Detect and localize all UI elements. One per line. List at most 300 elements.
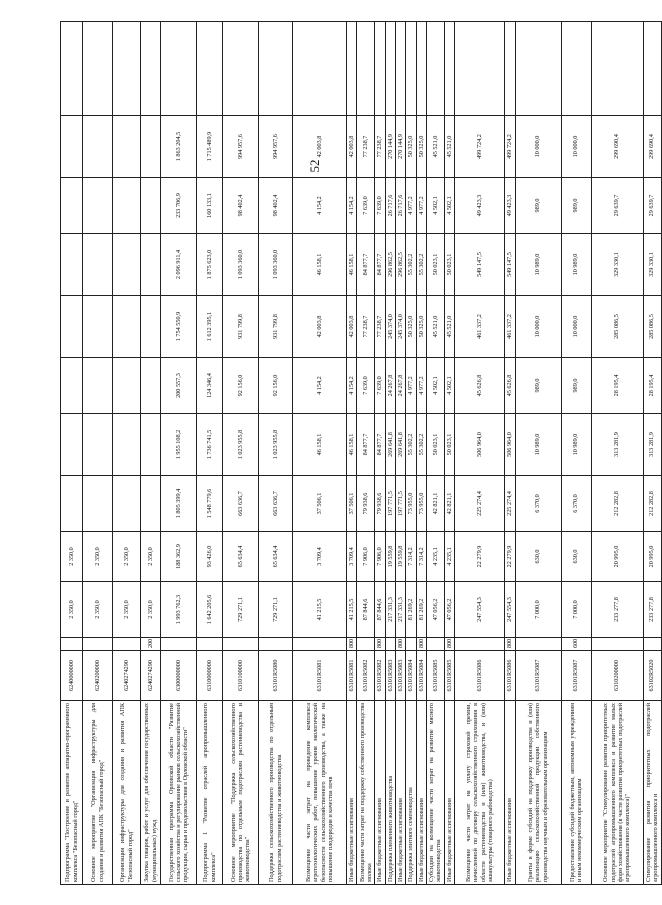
row-code-cell: 6310200000 [591,651,643,701]
row-amount-cell: 4 502,1 [426,178,444,234]
row-amount-cell: 994 957,6 [223,116,259,178]
row-amount-cell [61,22,83,116]
row-name-cell: Закупка товаров, работ и услуг для обеспечения государственных (муниципальных) нужд [141,701,161,885]
row-amount-cell [515,22,561,116]
row-code-cell: 63101R5087 [515,651,561,701]
row-amount-cell: 4 154,2 [293,358,347,414]
row-amount-cell: 6 370,0 [561,476,591,532]
row-kvr-cell [406,638,416,651]
row-amount-cell: 247 554,3 [505,582,515,638]
row-amount-cell: 84 877,7 [375,414,385,476]
row-amount-cell: 28 195,4 [643,358,661,414]
row-amount-cell: 46 158,1 [293,234,347,296]
row-amount-cell: 92 156,0 [223,358,259,414]
row-amount-cell: 4 502,1 [426,358,444,414]
row-amount-cell [406,22,416,116]
row-amount-cell: 1 612 395,1 [197,296,223,358]
row-amount-cell: 7 906,0 [375,532,385,582]
row-amount-cell: 10 989,0 [561,414,591,476]
row-name-cell: Возмещение части затрат на уплату страховой премии, начисленной по договору сельскохозяйственного страхования в области растениеводства и (или) животноводства, и (или) аквакультуры (товарного рыбоводства) [455,701,505,885]
row-amount-cell: 50 023,1 [426,414,444,476]
row-amount-cell [83,178,113,234]
row-amount-cell: 45 521,0 [444,116,454,178]
row-amount-cell: 4 235,1 [444,532,454,582]
row-kvr-cell [455,638,505,651]
row-kvr-cell [591,638,643,651]
row-amount-cell [375,22,385,116]
row-amount-cell: 212 282,8 [591,476,643,532]
row-kvr-cell: 800 [347,638,357,651]
row-amount-cell: 4 154,2 [293,178,347,234]
row-amount-cell: 329 330,1 [591,234,643,296]
row-amount-cell: 2 350,0 [113,532,141,582]
row-name-cell: Поддержка племенного животноводства [385,701,395,885]
row-amount-cell [561,22,591,116]
row-code-cell: 63101R5086 [455,651,505,701]
row-amount-cell: 42 003,8 [293,296,347,358]
row-amount-cell: 49 423,3 [455,178,505,234]
row-kvr-cell [515,638,561,651]
row-amount-cell: 217 331,3 [385,582,395,638]
row-amount-cell: 124 346,4 [197,358,223,414]
table-row [643,22,661,885]
row-code-cell: 6240274290 [141,651,161,701]
row-amount-cell: 285 086,5 [643,296,661,358]
row-kvr-cell [113,638,141,651]
row-amount-cell [141,116,161,178]
row-amount-cell: 41 215,5 [293,582,347,638]
row-amount-cell: 2 350,0 [61,582,83,638]
row-kvr-cell: 800 [416,638,426,651]
table-row [385,22,395,885]
row-amount-cell: 225 274,4 [505,476,515,532]
row-amount-cell: 197 771,5 [395,476,405,532]
row-amount-cell: 7 639,0 [357,178,375,234]
row-amount-cell: 1 715 489,9 [197,116,223,178]
row-amount-cell: 22 279,9 [455,532,505,582]
row-amount-cell: 37 506,1 [347,476,357,532]
row-amount-cell: 4 154,2 [347,358,357,414]
row-amount-cell [61,234,83,296]
row-amount-cell: 10 000,0 [561,116,591,178]
row-amount-cell: 50 325,0 [416,296,426,358]
row-amount-cell: 989,0 [561,178,591,234]
row-amount-cell [113,22,141,116]
table-body [61,22,662,885]
row-code-cell: 63101R5082 [357,651,375,701]
row-kvr-cell [357,638,375,651]
row-amount-cell: 20 995,0 [643,532,661,582]
row-amount-cell: 217 331,3 [395,582,405,638]
row-code-cell: 6240274290 [113,651,141,701]
row-amount-cell: 4 977,2 [406,178,416,234]
row-amount-cell [61,178,83,234]
table-row [375,22,385,885]
row-amount-cell: 2 350,0 [141,582,161,638]
row-amount-cell: 4 502,1 [444,178,454,234]
row-amount-cell: 2 350,0 [113,582,141,638]
row-amount-cell: 989,0 [515,358,561,414]
table-row [259,22,293,885]
table-row [455,22,505,885]
row-amount-cell: 50 023,1 [426,234,444,296]
row-code-cell: 63101R5083 [395,651,405,701]
row-amount-cell [385,22,395,116]
row-amount-cell [505,22,515,116]
row-amount-cell: 663 636,7 [223,476,259,532]
row-amount-cell: 269 641,8 [385,414,395,476]
row-amount-cell: 663 636,7 [259,476,293,532]
row-code-cell: 63101R5081 [347,651,357,701]
row-amount-cell: 50 325,0 [416,116,426,178]
table-row [61,22,83,885]
row-amount-cell: 50 325,0 [406,296,416,358]
row-name-cell: Предоставление субсидий бюджетным, автономным учреждениям и иным некоммерческим организациям [561,701,591,885]
row-amount-cell: 2 350,0 [61,532,83,582]
row-amount-cell: 1 875 623,0 [197,234,223,296]
row-code-cell: 63101R5085 [444,651,454,701]
row-name-cell: Подпрограмма "Построение и развитие аппаратно-программного комплекса "Безопасный город" [61,701,83,885]
table-row [591,22,643,885]
table-row [141,22,161,885]
row-kvr-cell: 800 [375,638,385,651]
row-amount-cell: 245 374,0 [395,296,405,358]
row-amount-cell [643,22,661,116]
row-name-cell: Субсидии на возмещение части затрат на развитие мясного животноводства [426,701,444,885]
row-amount-cell [455,22,505,116]
row-amount-cell [61,116,83,178]
row-amount-cell: 24 267,8 [385,358,395,414]
row-amount-cell: 270 144,9 [395,116,405,178]
row-code-cell: 6240000000 [61,651,83,701]
row-amount-cell: 77 238,7 [375,296,385,358]
row-amount-cell: 55 302,2 [416,234,426,296]
row-amount-cell: 2 350,0 [141,532,161,582]
row-amount-cell: 93 426,0 [197,532,223,582]
table-row [161,22,197,885]
row-amount-cell: 84 877,7 [357,414,375,476]
row-amount-cell: 73 955,0 [416,476,426,532]
row-amount-cell: 3 709,4 [293,532,347,582]
row-name-cell: Организация инфраструктуры для создания и развития АПК "Безопасный город" [113,701,141,885]
row-kvr-cell [259,638,293,651]
row-amount-cell: 188 362,9 [161,532,197,582]
row-code-cell: 63101R5084 [416,651,426,701]
row-amount-cell [61,414,83,476]
row-amount-cell: 4 977,2 [416,178,426,234]
row-amount-cell [141,414,161,476]
row-amount-cell: 19 559,8 [385,532,395,582]
row-amount-cell: 98 402,4 [223,178,259,234]
row-amount-cell: 4 502,1 [444,358,454,414]
row-amount-cell: 46 158,1 [347,414,357,476]
row-amount-cell [113,476,141,532]
row-amount-cell: 233 277,8 [643,582,661,638]
row-amount-cell [259,22,293,116]
row-amount-cell: 45 626,8 [505,358,515,414]
row-amount-cell [591,22,643,116]
row-kvr-cell [61,638,83,651]
row-amount-cell: 4 235,1 [426,532,444,582]
row-amount-cell [83,476,113,532]
row-amount-cell: 313 281,9 [591,414,643,476]
row-amount-cell: 247 554,3 [455,582,505,638]
row-code-cell: 63101R5082 [375,651,385,701]
row-amount-cell: 7 000,0 [561,582,591,638]
row-amount-cell: 45 521,0 [426,296,444,358]
row-amount-cell: 55 302,2 [416,414,426,476]
row-amount-cell: 77 238,7 [375,116,385,178]
budget-table [60,21,662,885]
row-amount-cell [83,22,113,116]
rotated-page-area [60,22,659,885]
row-name-cell: Иные бюджетные ассигнования [416,701,426,885]
row-amount-cell: 42 821,1 [426,476,444,532]
row-amount-cell: 931 799,8 [223,296,259,358]
row-amount-cell: 20 995,0 [591,532,643,582]
row-amount-cell: 2 350,0 [83,532,113,582]
table-row [416,22,426,885]
row-amount-cell: 299 690,4 [591,116,643,178]
row-amount-cell: 77 238,7 [357,116,375,178]
row-name-cell: Иные бюджетные ассигнования [505,701,515,885]
row-name-cell: Подпрограмма 1 "Развитие отраслей агропромышленного комплекса" [197,701,223,885]
row-name-cell: Иные бюджетные ассигнования [444,701,454,885]
row-amount-cell [347,22,357,116]
row-amount-cell: 50 023,1 [444,414,454,476]
row-name-cell: Иные бюджетные ассигнования [347,701,357,885]
table-row [293,22,347,885]
row-amount-cell: 79 938,6 [375,476,385,532]
row-amount-cell: 1 023 955,8 [259,414,293,476]
row-amount-cell [357,22,375,116]
table-row [347,22,357,885]
row-code-cell: 63101R5083 [385,651,395,701]
row-amount-cell: 42 003,8 [347,296,357,358]
row-amount-cell [161,22,197,116]
row-amount-cell [113,178,141,234]
row-amount-cell: 7 000,0 [515,582,561,638]
row-amount-cell: 65 634,4 [223,532,259,582]
row-amount-cell: 245 374,0 [385,296,395,358]
row-amount-cell [83,116,113,178]
row-kvr-cell: 800 [444,638,454,651]
row-amount-cell: 42 003,8 [293,116,347,178]
row-code-cell: 6300000000 [161,651,197,701]
row-amount-cell [444,22,454,116]
row-amount-cell: 10 000,0 [515,116,561,178]
row-amount-cell: 1 805 399,4 [161,476,197,532]
row-amount-cell: 1 642 205,6 [197,582,223,638]
row-code-cell: 63101R5087 [561,651,591,701]
row-amount-cell: 270 144,9 [385,116,395,178]
row-code-cell: 63101R5086 [505,651,515,701]
row-name-cell: Основное мероприятие "Стимулирование развития приоритетных подотраслей агропромышленного комплекса и развитие малых форм хозяйствования (в части развития приоритетных подотраслей агропромышленного комплекса)" [591,701,643,885]
row-amount-cell: 296 862,5 [385,234,395,296]
row-amount-cell [113,414,141,476]
row-amount-cell: 46 158,1 [293,414,347,476]
row-amount-cell: 42 003,8 [347,116,357,178]
row-name-cell: Поддержка элитного семеноводства [406,701,416,885]
row-amount-cell: 549 147,5 [455,234,505,296]
row-amount-cell: 3 709,4 [347,532,357,582]
row-amount-cell: 994 957,6 [259,116,293,178]
row-amount-cell: 45 521,0 [426,116,444,178]
table-row [113,22,141,885]
row-amount-cell [83,358,113,414]
table-row [197,22,223,885]
row-amount-cell: 41 215,5 [347,582,357,638]
row-amount-cell: 225 274,4 [455,476,505,532]
row-amount-cell: 2 350,0 [83,582,113,638]
row-code-cell: 63101R5084 [406,651,416,701]
row-amount-cell: 50 325,0 [406,116,416,178]
row-name-cell: Государственная программа Орловской области "Развитие сельского хозяйства и регулирование рынков сельскохозяйственной продукции, сырья и продовольствия в Орловской области" [161,701,197,885]
table-row [515,22,561,885]
row-amount-cell [113,234,141,296]
row-amount-cell: 200 557,3 [161,358,197,414]
row-amount-cell [113,296,141,358]
row-amount-cell: 92 156,0 [259,358,293,414]
row-amount-cell: 989,0 [561,358,591,414]
row-amount-cell: 6 370,0 [515,476,561,532]
row-amount-cell: 26 717,6 [395,178,405,234]
row-amount-cell: 1 023 955,8 [223,414,259,476]
row-amount-cell: 98 402,4 [259,178,293,234]
row-amount-cell [61,476,83,532]
row-amount-cell: 329 330,1 [643,234,661,296]
row-amount-cell: 7 639,0 [357,358,375,414]
table-row [223,22,259,885]
row-code-cell: 63101R5081 [293,651,347,701]
row-amount-cell: 197 771,5 [385,476,395,532]
row-amount-cell [426,22,444,116]
row-amount-cell [61,296,83,358]
row-amount-cell: 10 989,0 [515,234,561,296]
row-amount-cell: 1 548 779,6 [197,476,223,532]
row-amount-cell: 65 634,4 [259,532,293,582]
row-kvr-cell: 800 [505,638,515,651]
row-amount-cell: 84 877,7 [357,234,375,296]
row-amount-cell: 1 863 204,5 [161,116,197,178]
table-row [505,22,515,885]
page-number: 52 [307,159,322,173]
row-name-cell: Основное мероприятие "Поддержка сельскохозяйственного производства по отдельным подотраслям растениеводства и животноводства" [223,701,259,885]
row-amount-cell: 506 964,0 [505,414,515,476]
table-row [426,22,444,885]
row-amount-cell [61,358,83,414]
row-amount-cell: 499 724,2 [505,116,515,178]
row-amount-cell: 50 023,1 [444,234,454,296]
row-amount-cell: 42 821,1 [444,476,454,532]
row-amount-cell: 46 158,1 [347,234,357,296]
row-name-cell: Стимулирование развития приоритетных подотраслей агропромышленного комплекса и [643,701,661,885]
row-amount-cell: 7 314,2 [406,532,416,582]
row-amount-cell [293,22,347,116]
row-amount-cell: 49 423,3 [505,178,515,234]
row-amount-cell [141,234,161,296]
table-row [444,22,454,885]
row-amount-cell: 1 754 550,9 [161,296,197,358]
row-name-cell: Иные бюджетные ассигнования [375,701,385,885]
row-amount-cell: 1 736 741,5 [197,414,223,476]
row-amount-cell: 87 844,6 [375,582,385,638]
row-amount-cell: 22 279,9 [505,532,515,582]
row-amount-cell: 233 277,8 [591,582,643,638]
table-row [395,22,405,885]
row-amount-cell: 73 955,0 [406,476,416,532]
row-amount-cell: 81 269,2 [406,582,416,638]
table-row [83,22,113,885]
row-amount-cell: 269 641,8 [395,414,405,476]
row-amount-cell: 630,0 [515,532,561,582]
row-amount-cell: 10 989,0 [515,414,561,476]
row-name-cell: Основное мероприятие "Организация инфраструктуры для создания и развития АПК "Безопасный город" [83,701,113,885]
row-amount-cell: 45 521,0 [444,296,454,358]
row-amount-cell: 10 000,0 [515,296,561,358]
row-amount-cell: 10 000,0 [561,296,591,358]
row-name-cell: Гранты в форме субсидий на поддержку производства и (или) реализацию сельскохозяйственной продукции собственного производства научным и образовательным организациям [515,701,561,885]
row-code-cell: 6310000000 [197,651,223,701]
row-name-cell: Поддержка сельскохозяйственного производства по отдельным подотраслям растениеводства и животноводства [259,701,293,885]
row-amount-cell: 1 093 360,0 [223,234,259,296]
row-amount-cell: 285 086,5 [591,296,643,358]
row-amount-cell: 461 337,2 [505,296,515,358]
row-amount-cell [416,22,426,116]
row-code-cell: 63101R5080 [259,651,293,701]
row-code-cell: 6240200000 [83,651,113,701]
row-amount-cell: 7 314,2 [416,532,426,582]
row-amount-cell: 1 093 360,0 [259,234,293,296]
row-amount-cell: 4 977,2 [416,358,426,414]
row-amount-cell [83,234,113,296]
row-amount-cell: 45 626,8 [455,358,505,414]
row-amount-cell: 29 639,7 [643,178,661,234]
row-amount-cell: 2 096 911,4 [161,234,197,296]
row-kvr-cell [83,638,113,651]
row-amount-cell: 212 282,8 [643,476,661,532]
row-amount-cell: 28 195,4 [591,358,643,414]
row-name-cell: Иные бюджетные ассигнования [395,701,405,885]
row-amount-cell: 37 506,1 [293,476,347,532]
row-amount-cell: 87 844,6 [357,582,375,638]
row-kvr-cell [426,638,444,651]
row-amount-cell: 299 690,4 [643,116,661,178]
row-amount-cell: 1 993 762,3 [161,582,197,638]
row-amount-cell: 84 877,7 [375,234,385,296]
row-amount-cell [141,476,161,532]
row-amount-cell: 296 862,5 [395,234,405,296]
row-amount-cell: 77 238,7 [357,296,375,358]
row-amount-cell: 81 269,2 [416,582,426,638]
row-amount-cell: 506 964,0 [455,414,505,476]
row-amount-cell: 499 724,2 [455,116,505,178]
row-code-cell: 63101R5085 [426,651,444,701]
row-amount-cell: 630,0 [561,532,591,582]
row-kvr-cell: 200 [141,638,161,651]
row-amount-cell: 549 147,5 [505,234,515,296]
row-code-cell: 6310100000 [223,651,259,701]
row-amount-cell [197,22,223,116]
row-amount-cell: 47 056,2 [444,582,454,638]
row-kvr-cell: 600 [561,638,591,651]
table-row [406,22,416,885]
row-code-cell: 63102R5020 [643,651,661,701]
row-name-cell: Возмещение части затрат на поддержку собственного производства молока [357,701,375,885]
row-kvr-cell [161,638,197,651]
row-amount-cell [141,358,161,414]
row-amount-cell: 313 281,9 [643,414,661,476]
